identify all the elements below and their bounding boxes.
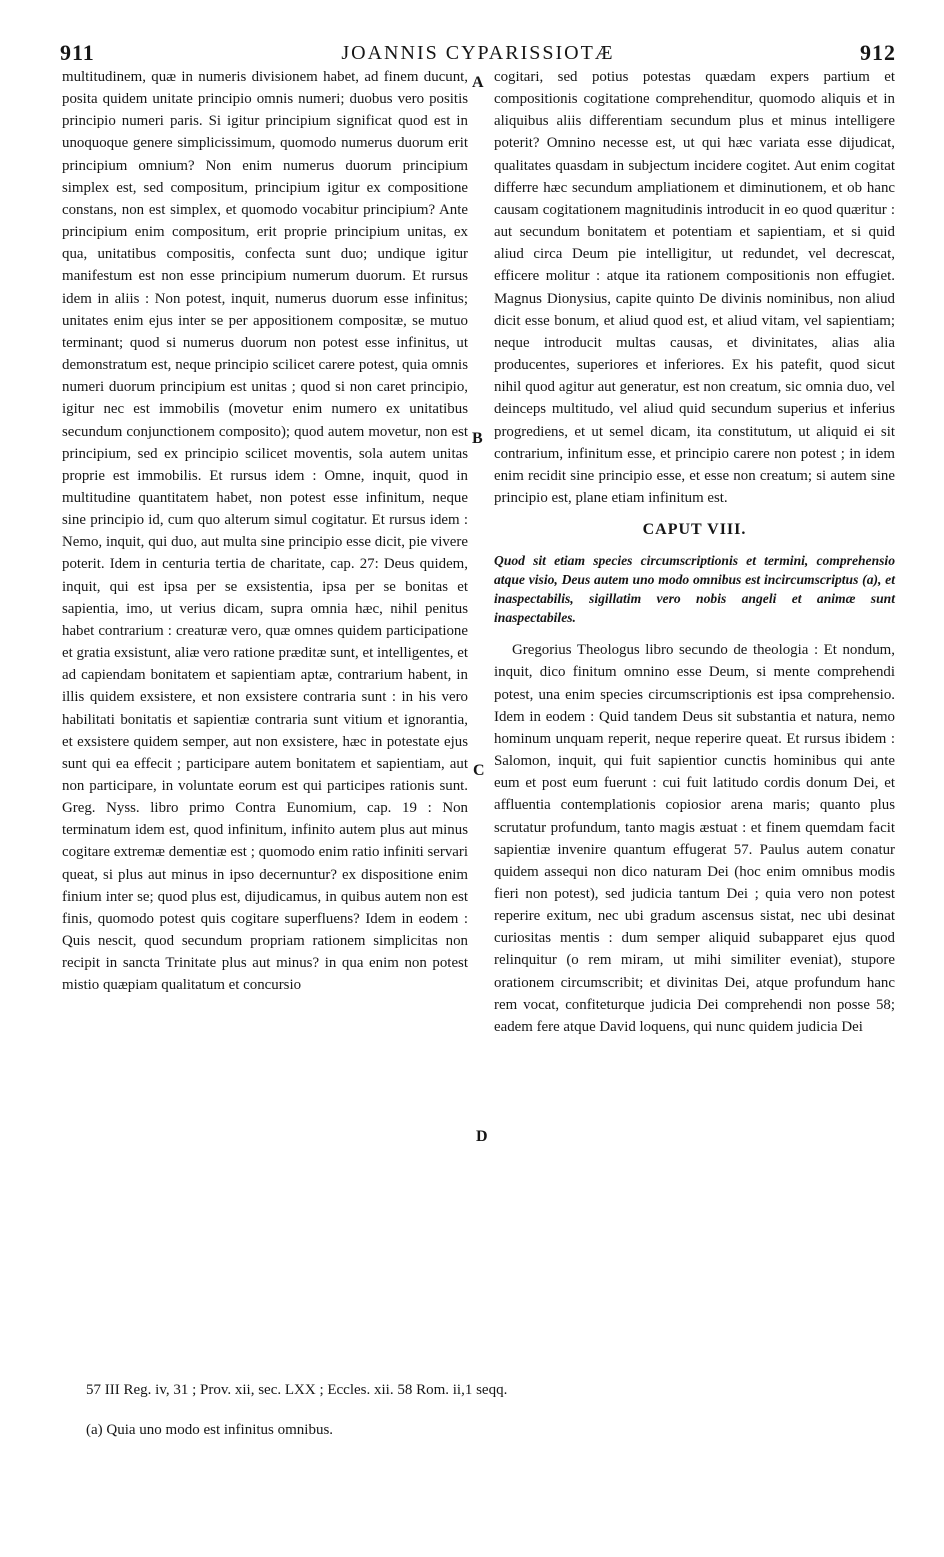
margin-marker-b: B	[472, 430, 483, 447]
right-column-text: cogitari, sed potius potestas quædam expers partium et compositionis cogitatione comprehenditur, quomodo aliquis et in aliquibus aliis differentiam secundum plus et minus intelligere poterit? Omnino necesse est, ut qui hæc variata esse dijudicat, qualitates quasdam in subjectum incidere cogitet. Aut enim cogitat differre hæc secundum ampliationem et diminutionem, et ob hanc causam cogitationem magnitudinis introducit in eo quod quæritur : aut secundum bonitatem et potentiam et sapientiam, et si quid aliud circa Deum pie intelligitur, ut redundet, vel decrescat, efficere molitur : atque ita rationem compositionis non effugiet. Magnus Dionysius, capite quinto De divinis nominibus, non aliud dicit esse bonum, et aliud quod est, et aliud vitam, vel sapientiam; neque introducit multas causas, et divinitates, alias alia producentes, superiores et inferiores. Ex his patefit, quod sicut nihil quod agitur aut generatur, est non creatum, sic omnia duo, vel deinceps multitudo, vel aliud quid secundum superius et inferius progrediens, et ut semel dicam, ita constitutum, ut aliquid ei sit contrarium, infinitum esse, et principio carere non potest ; in idem enim recidit sine principio esse, et esse non creatum; si autem sine principio est, plane etiam infinitum est.	[494, 69, 895, 506]
footnote-a: (a) Quia uno modo est infinitus omnibus.	[86, 1422, 334, 1438]
footnotes	[86, 1380, 906, 1460]
margin-marker-a: A	[472, 74, 484, 91]
footnote-references: 57 III Reg. iv, 31 ; Prov. xii, sec. LXX ; Eccles. xii. 58 Rom. ii,1 seqq.	[86, 1382, 508, 1398]
chapter-summary: Quod sit etiam species circumscriptionis et termini, comprehensio atque visio, Deus autem uno modo omnibus est incircumscriptus (a), et inaspectabilis, sigillatim vero nobis angeli et animæ sunt inaspectabiles.	[494, 553, 895, 626]
left-page-number: 911	[60, 40, 95, 65]
margin-marker-c: C	[473, 762, 485, 779]
right-page-number: 912	[860, 40, 896, 65]
left-column-text: multitudinem, quæ in numeris divisionem habet, ad finem ducunt, posita quidem unitate principio omnis numeri; duobus vero positis principio numeri paris. Si igitur principium significat quod est in unoquoque genere simplicissimum, quomodo numerus duorum erit principium omnium? Non enim numerus duorum principium simplex est, sed compositum, principium igitur ex compositione constans, non est simplex, et quomodo vocabitur principium? Ante principium enim compositum, erit proprie principium unitas, ex qua, unitatibus compositis, confecta sunt duo; undique igitur manifestum est non esse principium numerum duorum. Et rursus idem in aliis : Non potest, inquit, numerus duorum esse infinitus; unitates enim ejus inter se per appositionem compositæ, se mutuo terminant; quod si numerus duorum non potest esse infinitus, ut demonstratum est, neque principio scilicet carere potest, quia omnis numeri duorum principium est unitas ; quod si non caret principio, igitur nec est immobilis (movetur enim numero ex unitatibus secundum conjunctionem composito); quod autem movetur, non est principium, sed ex principio scilicet moventis, sola autem unitas proprie est immobilis. Et rursus idem : Omne, inquit, quod in multitudine quantitatem habet, non potest esse infinitum, neque sine principio id, cum quo alterum simul cogitatur. Et rursus idem : Nemo, inquit, qui duo, aut multa sine principio esse dicit, pie vivere poterit. Idem in centuria tertia de charitate, cap. 27: Deus quidem, inquit, qui est ipsa per se exsistentia, ipsa per se bonitas et sapientia, imo, ut verius dicam, supra omnia hæc, nihil penitus habet contrarium : creaturæ vero, quæ omnes quidem participatione et gratia exsistunt, aliæ vero ratione præditæ sunt, et intelligentes, et ad capiendam bonitatem et sapientiam aptæ, contrarium habent, in illis quidem exsistere, et non exsistere contraria sunt : in his vero habilitati bonitatis et sapientiæ contraria sunt vitium et ignorantia, et exsistere quidem semper, aut non exsistere, hæc in potestate ejus sunt qui ea effecit ; participare autem bonitatem et sapientiam, aut non participare, in voluntate eorum est qui participes rationis sunt. Greg. Nyss. libro primo Contra Eunomium, cap. 19 : Non terminatum idem est, quod infinitum, infinito autem plus aut minus cogitare extremæ dementiæ est ; quomodo enim ratio infiniti servari queat, si plus aut minus in ipso decernuntur? ex dispositione enim finium inter se; quod plus est, dijudicamus, in quibus autem non est finis, quomodo potest quis cogitare superfluens? Idem in eodem : Quis nescit, quod secundum propriam rationem simplicitas non recipit in sancta Trinitate plus aut minus? in qua enim non potest mistio quæpiam qualitatum et concursio	[62, 69, 468, 994]
running-title: JOANNIS CYPARISSIOTÆ	[341, 42, 615, 64]
right-column	[494, 66, 895, 1038]
left-column	[62, 66, 468, 997]
margin-marker-d: D	[476, 1128, 488, 1145]
chapter-heading: CAPUT VIII.	[642, 521, 747, 539]
right-column-text-2: Gregorius Theologus libro secundo de theologia : Et nondum, inquit, dico finitum omnino esse Deum, si mente comprehendi potest, una enim species circumscriptionis est ipsa comprehensio. Idem in eodem : Quid tandem Deus sit substantia et natura, nemo hominum unquam reperit, neque reperire queat. Et rursus ibidem : Salomon, inquit, qui fuit sapientior cunctis hominibus qui ante eum et post eum fuerunt : cui fuit latitudo cordis donum Dei, et affluentia contemplationis copiosior arena maris; quanto plus scrutatur profundum, tanto magis æstuat : et finem quemdam facit sapientiæ invenire quantum effugerat 57. Paulus autem conatur quidem assequi non dico naturam Dei (hoc enim omnibus modis fieri non potest), sed judicia tantum Dei ; quia vero non potest reperire exitum, nec ubi gradum ascensus sistat, nec ubi desinat curiositas mentis : dum semper aliquid subapparet ejus quod relinquitur (o rem miram, ut mihi similiter eveniat), stupore orationem circumscribit; et divinitas Dei, atque profundum hanc rem vocat, confiteturque judicia Dei comprehendi non posse 58; eadem fere atque David loquens, qui nunc quidem judicia Dei	[494, 642, 895, 1035]
